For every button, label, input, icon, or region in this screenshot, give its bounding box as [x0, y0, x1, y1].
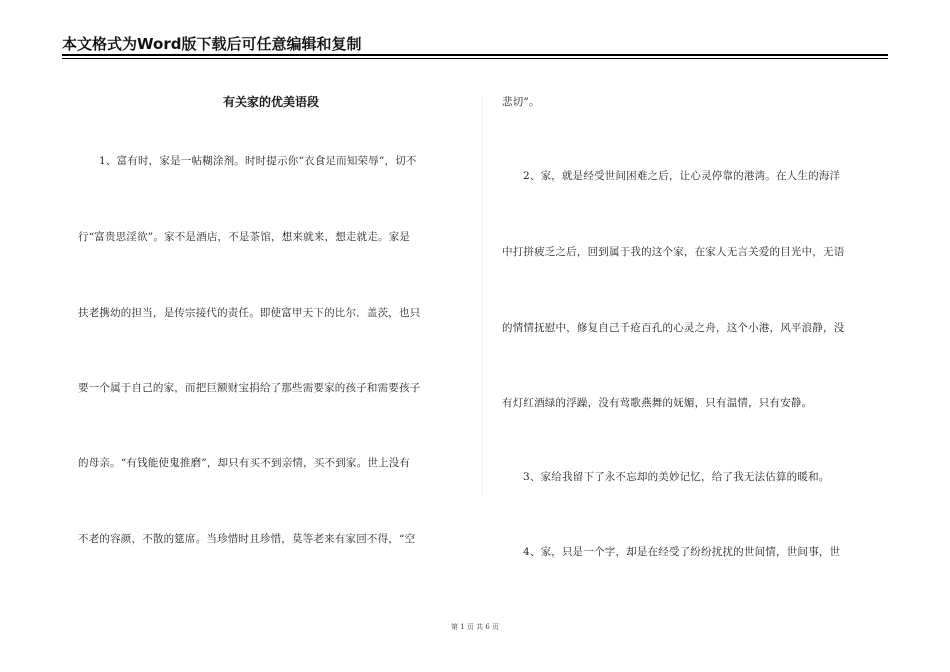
right-paragraph-line: 4、家，只是一个字，却是在经受了纷纷扰扰的世间情，世间事，世 — [523, 546, 841, 558]
column-divider — [482, 96, 483, 496]
right-paragraph-line: 悲切”。 — [502, 96, 540, 108]
left-paragraph-line: 不老的容颜，不散的筵席。当珍惜时且珍惜，莫等老来有家回不得，“空 — [78, 533, 416, 545]
left-paragraph-line: 行“富贵思淫欲”。家不是酒店，不是茶馆，想来就来，想走就走。家是 — [78, 231, 411, 243]
right-paragraph-line: 3、家给我留下了永不忘却的美妙记忆，给了我无法估算的暖和。 — [523, 471, 830, 483]
header-rule-thick — [62, 54, 888, 56]
right-paragraph-line: 中打拼疲乏之后，回到属于我的这个家，在家人无言关爱的目光中，无语 — [502, 246, 845, 258]
left-paragraph-line: 的母亲。“有钱能使鬼推磨”，却只有买不到亲情，买不到家。世上没有 — [78, 457, 411, 469]
right-paragraph-line: 2、家，就是经受世间困难之后，让心灵停靠的港湾。在人生的海洋 — [523, 170, 841, 182]
header-rule-thin — [62, 58, 888, 59]
right-paragraph-line: 的情情抚慰中，修复自己千疮百孔的心灵之舟，这个小港，风平浪静，没 — [502, 322, 845, 334]
right-paragraph-line: 有灯红酒绿的浮躁，没有莺歌燕舞的妩媚，只有温情，只有安静。 — [502, 397, 813, 409]
page-number-footer: 第 1 页 共 6 页 — [450, 623, 500, 631]
document-title: 有关家的优美语段 — [222, 95, 319, 109]
left-paragraph-line: 1、富有时，家是一帖糊涂剂。时时提示你“衣食足而知荣辱”，切不 — [99, 155, 417, 167]
left-paragraph-line: 要一个属于自己的家，而把巨额财宝捐给了那些需要家的孩子和需要孩子 — [78, 382, 421, 394]
download-banner: 本文格式为Word版下载后可任意编辑和复制 — [62, 35, 362, 53]
left-paragraph-line: 扶老携幼的担当，是传宗接代的责任。即使富甲天下的比尔．盖茨，也只 — [78, 307, 421, 319]
